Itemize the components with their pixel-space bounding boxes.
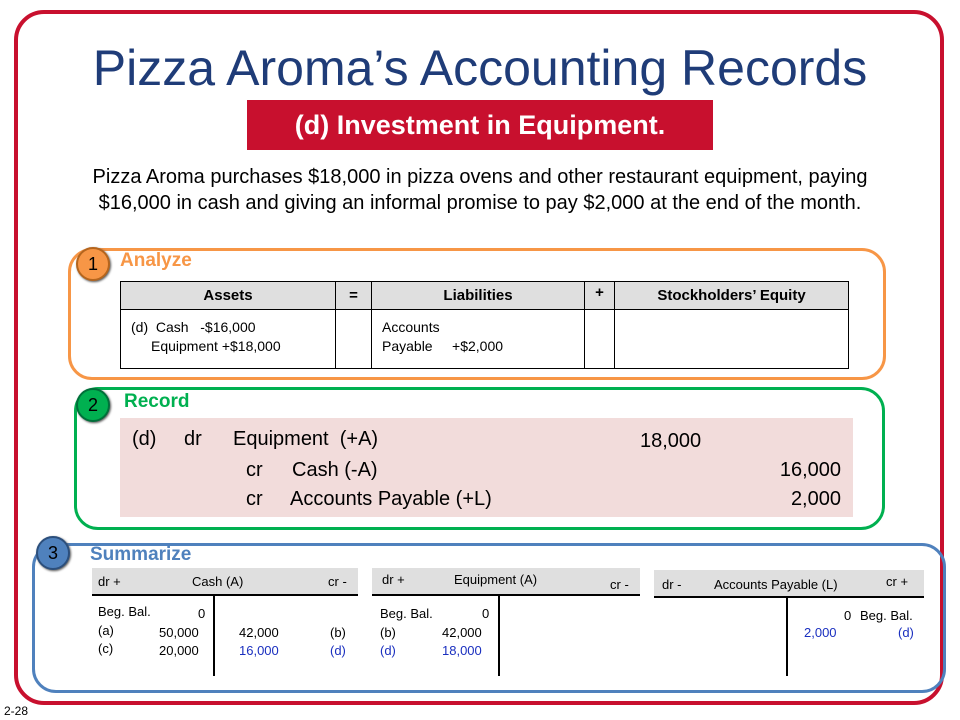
account-name: Equipment (A) — [454, 572, 538, 587]
dr-b: 42,000 — [442, 625, 482, 640]
journal-ref: (d) — [132, 428, 157, 450]
equals-cell — [336, 310, 372, 368]
equity-header: Stockholders’ Equity — [615, 282, 848, 310]
beg-bal-value: 0 — [198, 606, 206, 621]
journal-debit-amount: 18,000 — [640, 430, 702, 452]
cr-b-ref: (b) — [330, 625, 346, 640]
journal-entry — [120, 418, 853, 517]
cr-d: 16,000 — [239, 643, 279, 658]
subtitle-banner: (d) Investment in Equipment. — [247, 100, 713, 150]
cr-label: cr + — [886, 574, 909, 589]
t-account-cash — [92, 568, 358, 678]
liab-line-accounts: Accounts — [382, 319, 440, 335]
dr-label: dr + — [382, 572, 405, 587]
t-account-accounts-payable — [654, 570, 924, 680]
ref-a: (a) — [98, 623, 114, 638]
record-label: Record — [124, 391, 190, 412]
assets-line-cash: (d) Cash -$16,000 — [131, 319, 256, 335]
journal-cr-label-2: cr — [246, 488, 263, 510]
t-account-divider — [498, 596, 500, 676]
slide-number: 2-28 — [4, 704, 29, 718]
plus-cell — [585, 310, 615, 368]
cr-d-ref: (d) — [898, 625, 914, 640]
ref-b: (b) — [380, 625, 396, 640]
liab-line-payable: Payable +$2,000 — [382, 338, 504, 354]
equals-header: = — [336, 282, 372, 310]
dr-d: 18,000 — [442, 643, 482, 658]
equity-cell — [615, 310, 848, 368]
summarize-label: Summarize — [90, 544, 192, 565]
ref-d: (d) — [380, 643, 396, 658]
journal-cr-label-1: cr — [246, 459, 263, 481]
journal-credit-account-1: Cash (-A) — [292, 459, 378, 481]
journal-credit-amount-2: 2,000 — [790, 488, 841, 510]
beg-bal-label: Beg. Bal. — [860, 608, 913, 623]
t-account-divider — [213, 596, 215, 676]
t-account-header — [372, 568, 640, 596]
assets-header: Assets — [121, 282, 336, 310]
liabilities-header: Liabilities — [372, 282, 585, 310]
cr-d-ref: (d) — [330, 643, 346, 658]
record-step-number: 2 — [76, 388, 110, 422]
cr-b: 42,000 — [239, 625, 279, 640]
dr-c: 20,000 — [159, 643, 199, 658]
account-name: Accounts Payable (L) — [714, 577, 838, 592]
t-account-equipment — [372, 568, 640, 678]
t-account-header — [92, 568, 358, 596]
beg-bal-value: 0 — [482, 606, 490, 621]
t-account-divider — [786, 598, 788, 676]
journal-credit-amount-1: 16,000 — [779, 459, 841, 481]
journal-debit-account: Equipment (+A) — [233, 428, 379, 450]
t-account-header — [654, 570, 924, 598]
page-title: Pizza Aroma’s Accounting Records — [92, 40, 868, 96]
plus-header: + — [585, 282, 615, 310]
cr-d: 2,000 — [804, 625, 837, 640]
dr-a: 50,000 — [159, 625, 199, 640]
beg-bal-label: Beg. Bal. — [380, 606, 433, 621]
cr-label: cr - — [328, 574, 347, 589]
analyze-step-number: 1 — [76, 247, 110, 281]
summarize-step-number: 3 — [36, 536, 70, 570]
accounting-equation-table — [120, 281, 849, 369]
assets-cell — [121, 310, 336, 368]
cr-label: cr - — [610, 577, 629, 592]
dr-label: dr - — [662, 577, 682, 592]
liabilities-cell — [372, 310, 585, 368]
journal-credit-account-2: Accounts Payable (+L) — [290, 488, 492, 510]
beg-bal-label: Beg. Bal. — [98, 604, 151, 619]
ref-c: (c) — [98, 641, 114, 656]
account-name: Cash (A) — [192, 574, 244, 589]
journal-dr-label: dr — [184, 428, 202, 450]
dr-label: dr + — [98, 574, 121, 589]
assets-line-equipment: Equipment +$18,000 — [151, 338, 281, 354]
analyze-label: Analyze — [120, 250, 192, 271]
beg-bal-value: 0 — [844, 608, 852, 623]
description: Pizza Aroma purchases $18,000 in pizza ovens and other restaurant equipment, paying $16,000 in cash and giving an informal promise to pay $2,000 at the end of the month. — [92, 166, 868, 214]
